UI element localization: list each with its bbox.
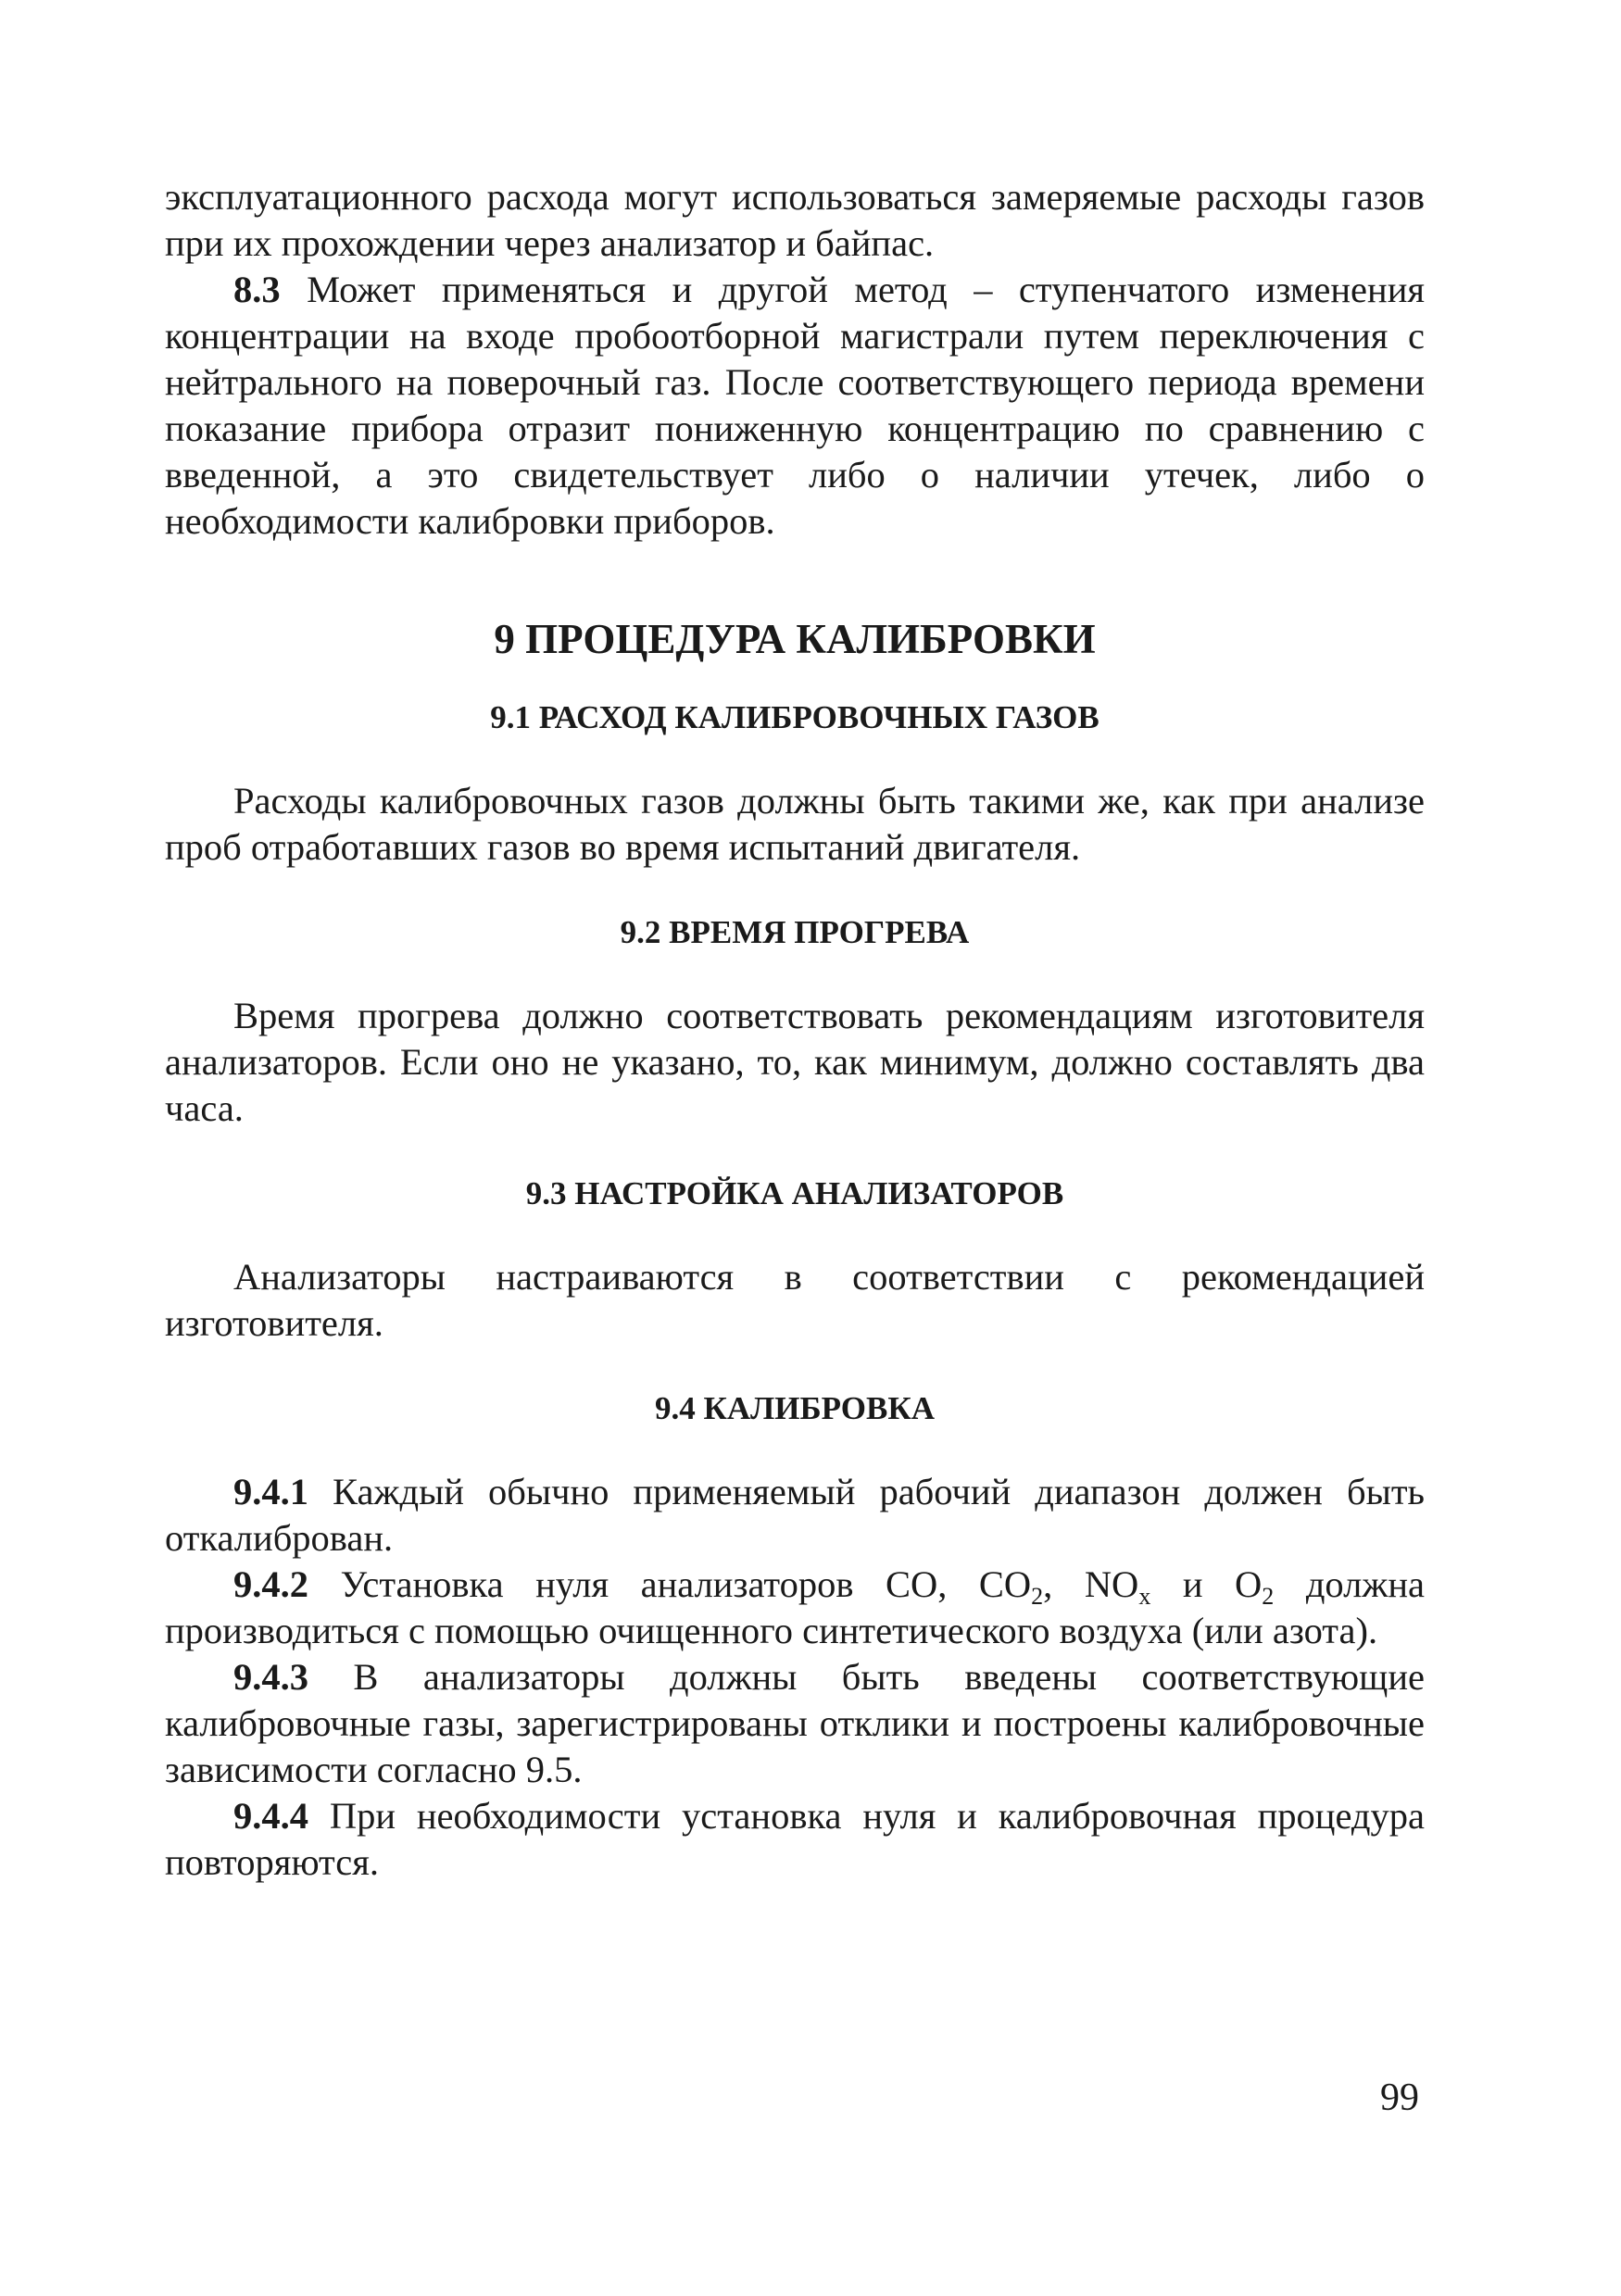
paragraph-8-3 [165, 267, 1425, 545]
subscript: x [1138, 1583, 1151, 1610]
paragraph-number: 8.3 [233, 269, 281, 310]
paragraph-text: При необходимости установка нуля и калибровочная процедура повторяются. [165, 1795, 1425, 1883]
paragraph-9-4-3 [165, 1654, 1425, 1793]
page-number: 99 [1380, 2076, 1419, 2119]
paragraph-9-4-2 [165, 1562, 1425, 1654]
continuation-paragraph: эксплуатационного расхода могут использоваться замеряемые расходы газов при их прохождении через анализатор и байпас. [165, 176, 1425, 264]
paragraph-9-3: Анализаторы настраиваются в соответствии с рекомендацией изготовителя. [165, 1256, 1425, 1344]
subsection-heading-9-4: 9.4 КАЛИБРОВКА [655, 1390, 935, 1426]
page-content [165, 174, 1425, 1886]
paragraph-9-1: Расходы калибровочных газов должны быть такими же, как при анализе проб отработавших газов во время испытаний двигателя. [165, 780, 1425, 868]
subsection-heading-9-1: 9.1 РАСХОД КАЛИБРОВОЧНЫХ ГАЗОВ [490, 699, 1100, 735]
subscript: 2 [1031, 1583, 1044, 1610]
paragraph-9-4-1 [165, 1469, 1425, 1562]
paragraph-number: 9.4.1 [233, 1471, 308, 1512]
subsection-heading-9-3: 9.3 НАСТРОЙКА АНАЛИЗАТОРОВ [525, 1175, 1064, 1211]
paragraph-number: 9.4.4 [233, 1795, 308, 1837]
paragraph-9-4-4 [165, 1793, 1425, 1886]
paragraph-text: должна производиться с помощью очищенного синтетического воздуха (или азота). [165, 1563, 1425, 1651]
section-title: 9 ПРОЦЕДУРА КАЛИБРОВКИ [494, 616, 1096, 662]
paragraph-text: и O [1150, 1563, 1263, 1605]
paragraph-text: Установка нуля анализаторов CO, CO [308, 1563, 1032, 1605]
subscript: 2 [1262, 1583, 1275, 1610]
subsection-heading-9-2: 9.2 ВРЕМЯ ПРОГРЕВА [620, 914, 970, 950]
paragraph-text: В анализаторы должны быть введены соответствующие калибровочные газы, зарегистрированы отклики и построены калибровочные зависимости согласно 9.5. [165, 1656, 1425, 1790]
paragraph-number: 9.4.2 [233, 1563, 308, 1605]
paragraph-text: Может применяться и другой метод – ступенчатого изменения концентрации на входе пробоотборной магистрали путем переключения с нейтрального на поверочный газ. После соответствующего периода времени показание прибора отразит пониженную концентрацию по сравнению с введенной, а это свидетельствует либо о наличии утечек, либо о необходимости калибровки приборов. [165, 269, 1425, 542]
paragraph-9-2: Время прогрева должно соответствовать рекомендациям изготовителя анализаторов. Если оно не указано, то, как минимум, должно составлять два часа. [165, 995, 1425, 1129]
paragraph-number: 9.4.3 [233, 1656, 308, 1698]
paragraph-text: Каждый обычно применяемый рабочий диапазон должен быть откалиброван. [165, 1471, 1425, 1559]
paragraph-text: , NO [1043, 1563, 1139, 1605]
